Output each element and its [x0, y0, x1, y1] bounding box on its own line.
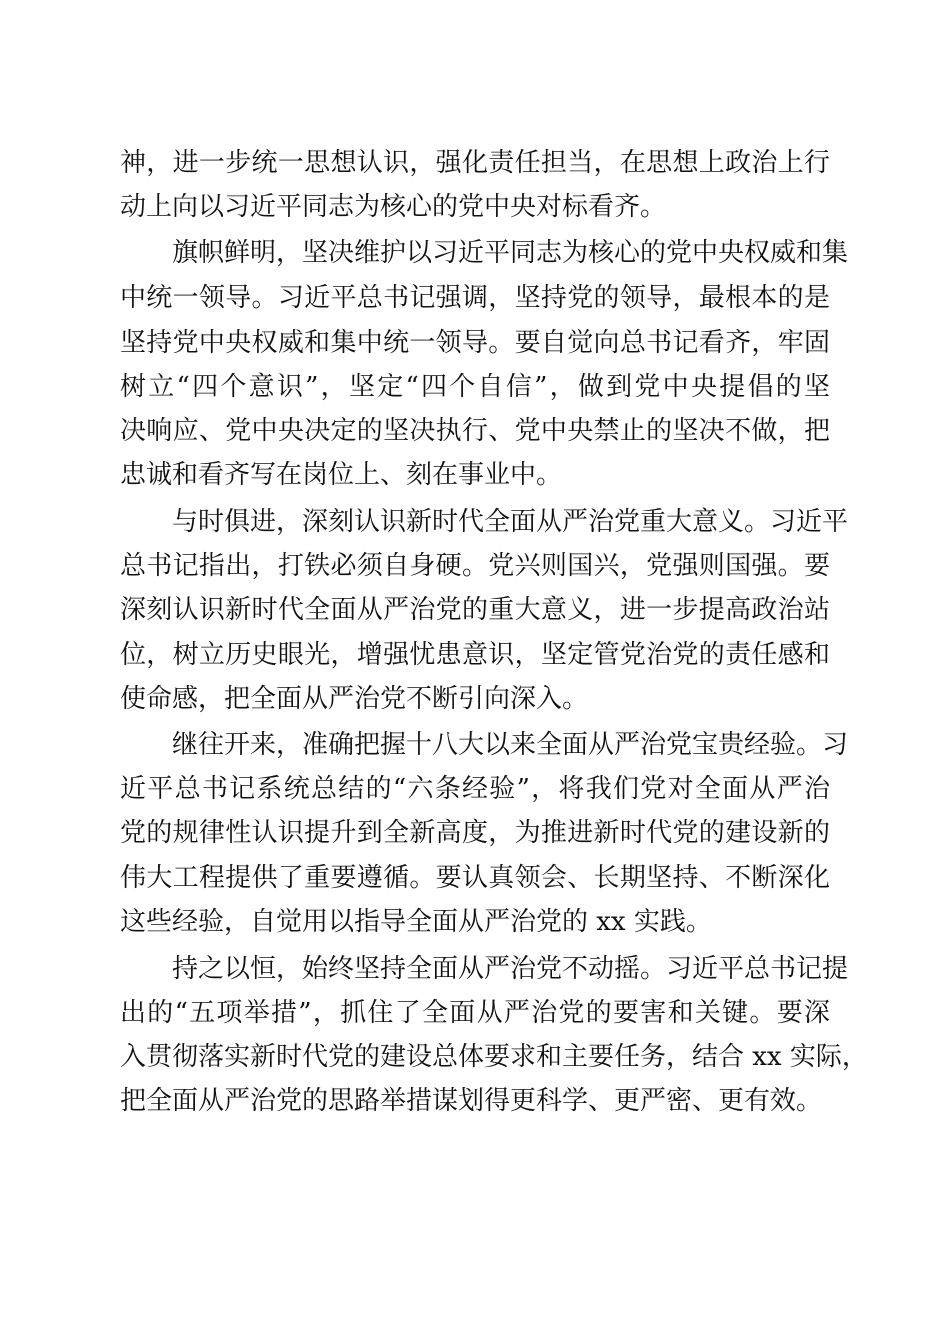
text-line: 这些经验，自觉用以指导全面从严治党的 xx 实践。 [120, 907, 712, 937]
text-line: 入贯彻落实新时代党的建设总体要求和主要任务，结合 xx 实际， [120, 1042, 868, 1072]
text-line: 神，进一步统一思想认识，强化责任担当，在思想上政治上行 [120, 148, 830, 178]
text-line: 党的规律性认识提升到全新高度，为推进新时代党的建设新的 [120, 818, 830, 848]
text-line: 持之以恒，始终坚持全面从严治党不动摇。习近平总书记提 [172, 954, 849, 984]
text-line: 旗帜鲜明，坚决维护以习近平同志为核心的党中央权威和集 [172, 238, 849, 268]
text-line: 位，树立历史眼光，增强忧患意识，坚定管党治党的责任感和 [120, 640, 830, 670]
text-line: 伟大工程提供了重要遵循。要认真领会、长期坚持、不断深化 [120, 863, 830, 893]
text-line: 继往开来，准确把握十八大以来全面从严治党宝贵经验。习 [172, 730, 849, 760]
text-line: 忠诚和看齐写在岗位上、刻在事业中。 [120, 460, 563, 490]
text-line: 动上向以习近平同志为核心的党中央对标看齐。 [120, 192, 667, 222]
text-line: 近平总书记系统总结的“六条经验”，将我们党对全面从严治 [120, 774, 830, 804]
text-line: 坚持党中央权威和集中统一领导。要自觉向总书记看齐，牢固 [120, 328, 830, 358]
text-line: 树立“四个意识”，坚定“四个自信”，做到党中央提倡的坚 [120, 372, 830, 402]
text-line: 深刻认识新时代全面从严治党的重大意义，进一步提高政治站 [120, 595, 830, 625]
text-line: 总书记指出，打铁必须自身硬。党兴则国兴，党强则国强。要 [120, 551, 830, 581]
text-line: 把全面从严治党的思路举措谋划得更科学、更严密、更有效。 [120, 1086, 823, 1116]
text-line: 与时俱进，深刻认识新时代全面从严治党重大意义。习近平 [172, 507, 849, 537]
text-line: 出的“五项举措”，抓住了全面从严治党的要害和关键。要深 [120, 998, 830, 1028]
text-line: 使命感，把全面从严治党不断引向深入。 [120, 684, 589, 714]
text-line: 决响应、党中央决定的坚决执行、党中央禁止的坚决不做，把 [120, 416, 830, 446]
text-line: 中统一领导。习近平总书记强调，坚持党的领导，最根本的是 [120, 283, 830, 313]
